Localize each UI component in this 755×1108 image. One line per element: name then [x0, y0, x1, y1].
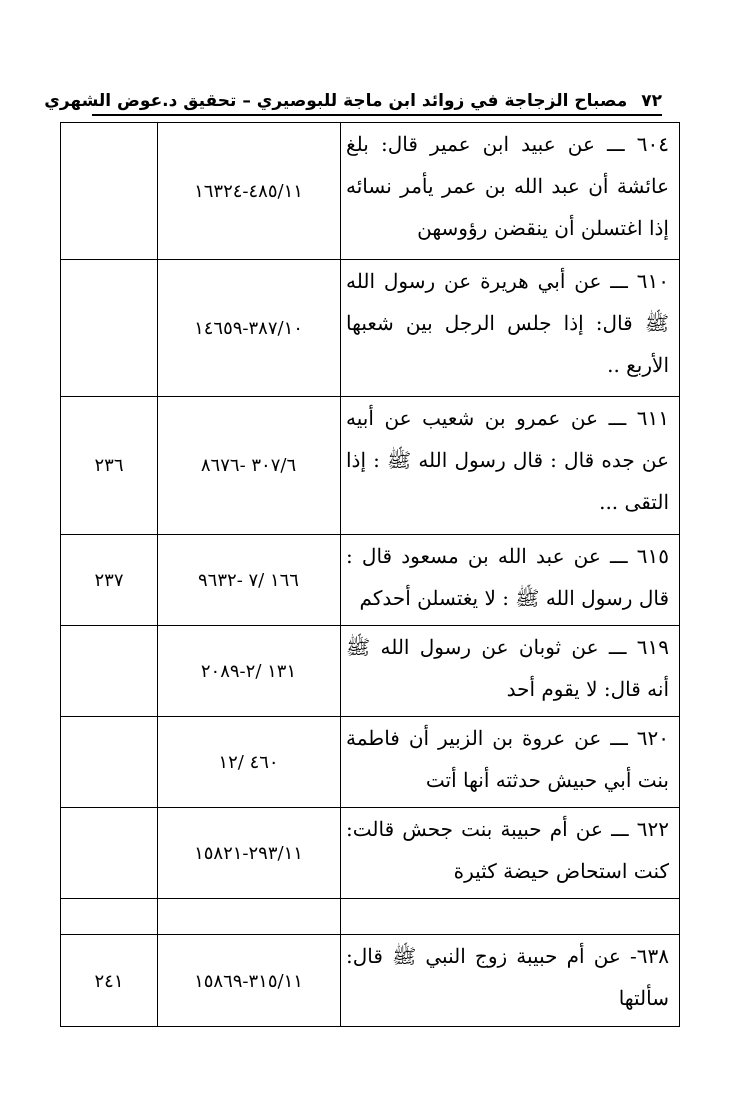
- page-reference: ٢٣٦: [94, 455, 124, 476]
- page-number: ٧٢: [641, 91, 662, 111]
- hadith-text: ٦٢٢ ـــ عن أم حبيبة بنت جحش قالت: كنت استحاض حيضة كثيرة: [346, 817, 669, 883]
- table-row: [61, 123, 679, 260]
- reference-number: ٢٩٣/١١-١٥٨٢١: [194, 842, 303, 864]
- table-row: [61, 535, 679, 626]
- hadith-text: [340, 899, 679, 934]
- page-reference: ٢٤١: [94, 971, 124, 992]
- page-reference: [61, 260, 157, 396]
- table-row: [61, 935, 679, 1028]
- table-row: [61, 260, 679, 397]
- page-reference: ٢٣٧: [94, 569, 124, 591]
- table-row-empty: [61, 899, 679, 935]
- reference-number: ٣١٥/١١-١٥٨٦٩: [194, 971, 303, 992]
- page-reference: [61, 808, 157, 898]
- header-title: مصباح الزجاجة في زوائد ابن ماجة للبوصيري – تحقيق د.عوض الشهري: [44, 91, 628, 111]
- reference-number: ٣٠٧/٦ -٨٦٧٦: [200, 455, 297, 476]
- page-reference: [61, 626, 157, 716]
- table-row: [61, 626, 679, 717]
- table-row: [61, 808, 679, 899]
- reference-number: [157, 899, 340, 934]
- hadith-text: ٦٠٤ ـــ عن عبيد ابن عمير قال: بلغ عائشة أن عبد الله بن عمر يأمر نسائه إذا اغتسلن أن ينقضن رؤوسهن: [346, 132, 669, 240]
- hadith-text: ٦١٥ ـــ عن عبد الله بن مسعود قال : قال رسول الله ﷺ : لا يغتسلن أحدكم: [346, 544, 669, 610]
- reference-number: ١٦٦ /٧ -٩٦٣٢: [198, 569, 299, 591]
- reference-number: ٤٨٥/١١-١٦٣٢٤: [194, 180, 303, 202]
- running-header: [44, 88, 662, 116]
- table-row: [61, 397, 679, 535]
- table-row: [61, 717, 679, 808]
- hadith-text: ٦٢٠ ـــ عن عروة بن الزبير أن فاطمة بنت أبي حبيش حدثته أنها أتت: [346, 726, 669, 792]
- page-reference: [61, 717, 157, 807]
- hadith-table: [60, 122, 680, 1027]
- page-reference: [61, 123, 157, 259]
- hadith-text: ٦١٠ ـــ عن أبي هريرة عن رسول الله ﷺ قال: إذا جلس الرجل بين شعبها الأربع ..: [346, 269, 669, 377]
- reference-number: ٤٦٠ /١٢: [218, 751, 279, 773]
- page-reference: [61, 899, 157, 934]
- hadith-text: ٦١١ ـــ عن عمرو بن شعيب عن أبيه عن جده قال : قال رسول الله ﷺ : إذا التقى ...: [346, 406, 669, 514]
- reference-number: ٣٨٧/١٠-١٤٦٥٩: [194, 317, 303, 339]
- hadith-text: ٦١٩ ـــ عن ثوبان عن رسول الله ﷺ أنه قال: لا يقوم أحد: [346, 635, 669, 701]
- hadith-text: ٦٣٨- عن أم حبيبة زوج النبي ﷺ قال: سألتها: [346, 944, 669, 1010]
- reference-number: ١٣١ /٢-٢٠٨٩: [200, 660, 297, 682]
